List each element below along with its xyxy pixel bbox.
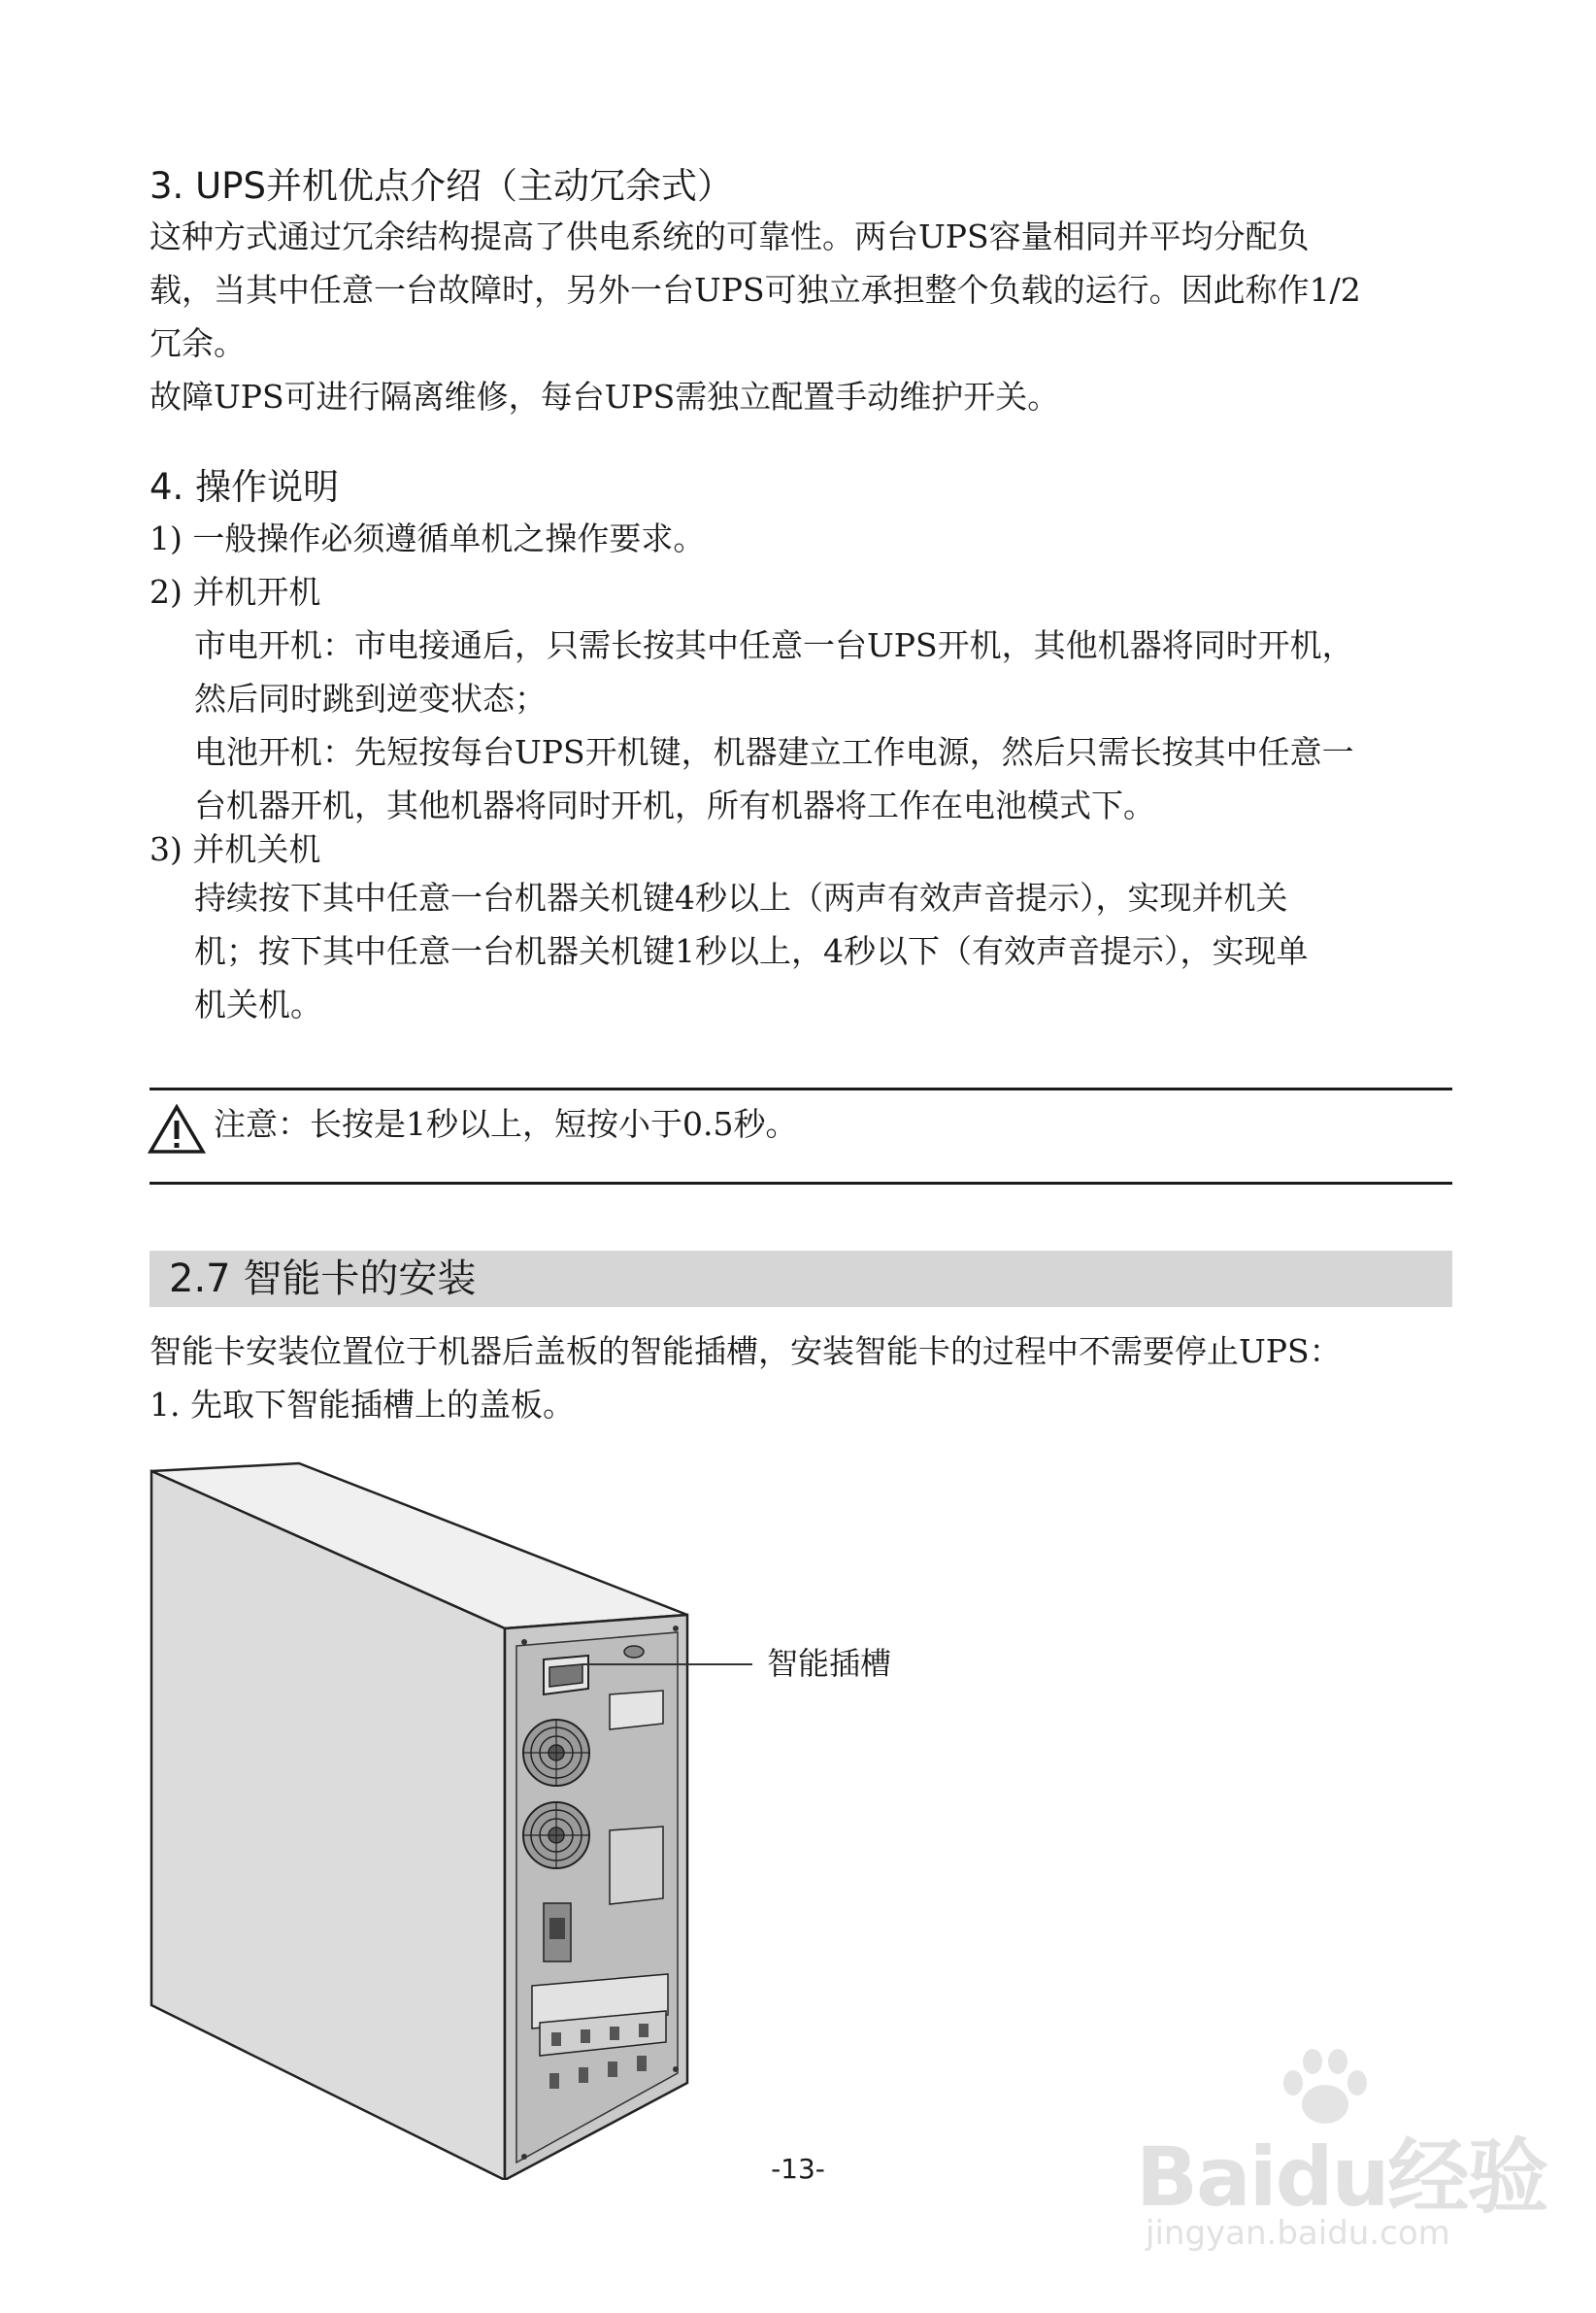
paragraph-line: 台机器开机，其他机器将同时开机，所有机器将工作在电池模式下。	[194, 787, 1155, 824]
paragraph-line: 电池开机：先短按每台UPS开机键，机器建立工作电源，然后只需长按其中任意一	[194, 733, 1354, 771]
paragraph-line: 1. 先取下智能插槽上的盖板。	[150, 1386, 575, 1424]
paragraph-line: 市电开机：市电接通后，只需长按其中任意一台UPS开机，其他机器将同时开机，	[194, 626, 1354, 664]
paragraph-line: 然后同时跳到逆变状态；	[194, 680, 547, 718]
paragraph-line: 机；按下其中任意一台机器关机键1秒以上，4秒以下（有效声音提示），实现单	[194, 932, 1309, 970]
notice-text: 注意：长按是1秒以上，短按小于0.5秒。	[214, 1105, 798, 1143]
notice-bottom-rule	[150, 1182, 1452, 1185]
section-2-7-title: 2.7 智能卡的安装	[169, 1257, 477, 1301]
baidu-jingyan-watermark	[1126, 2044, 1547, 2277]
callout-leader-line	[582, 1663, 752, 1665]
watermark-logo-text: Baidu经验	[1136, 2129, 1547, 2225]
warning-icon	[148, 1104, 206, 1155]
list-item: 1) 一般操作必须遵循单机之操作要求。	[150, 520, 706, 557]
section-2-7-body	[150, 1324, 1342, 1431]
watermark-url: jingyan.baidu.com	[1146, 2214, 1450, 2253]
paragraph-line: 机关机。	[194, 986, 322, 1023]
section-3-heading: 3. UPS并机优点介绍（主动冗余式）	[150, 165, 733, 207]
section-4-heading: 4. 操作说明	[150, 466, 340, 508]
section-4-item-3	[150, 822, 320, 876]
ups-rear-illustration	[144, 1461, 716, 2180]
paragraph-line: 故障UPS可进行隔离维修，每台UPS需独立配置手动维护开关。	[150, 378, 1060, 416]
page-number: -13-	[771, 2153, 825, 2185]
list-item: 3) 并机关机	[150, 830, 321, 868]
section-3-body	[150, 210, 1361, 423]
paragraph-line: 冗余。	[150, 324, 246, 362]
smart-slot-callout-label: 智能插槽	[767, 1645, 892, 1682]
list-item: 2) 并机开机	[150, 573, 321, 611]
section-4-item-3-body	[194, 871, 1309, 1031]
section-4-item-2-body	[194, 619, 1354, 832]
paragraph-line: 这种方式通过冗余结构提高了供电系统的可靠性。两台UPS容量相同并平均分配负	[150, 218, 1310, 255]
notice-top-rule	[150, 1088, 1452, 1090]
section-4-item-1	[150, 512, 705, 619]
paragraph-line: 持续按下其中任意一台机器关机键4秒以上（两声有效声音提示），实现并机关	[194, 879, 1288, 917]
paragraph-line: 智能卡安装位置位于机器后盖板的智能插槽，安装智能卡的过程中不需要停止UPS：	[150, 1332, 1342, 1370]
section-2-7-header	[150, 1251, 1452, 1307]
paragraph-line: 载，当其中任意一台故障时，另外一台UPS可独立承担整个负载的运行。因此称作1/2	[150, 271, 1361, 309]
